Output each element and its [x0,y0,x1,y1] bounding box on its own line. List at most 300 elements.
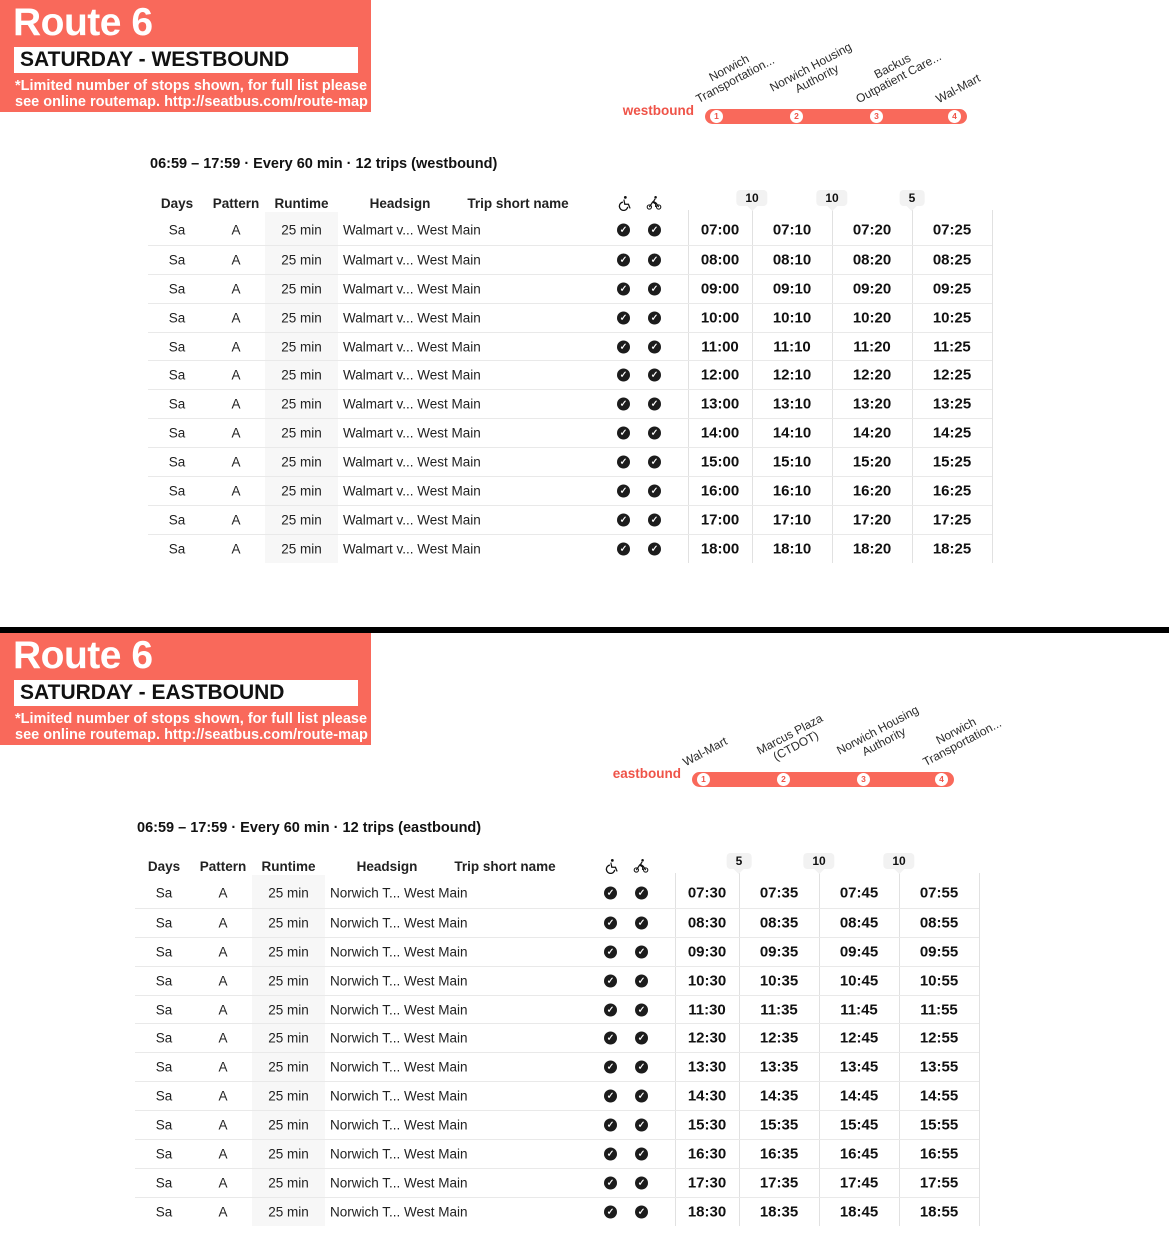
route-line-bar [705,109,967,124]
trip-row [148,274,992,303]
wheelchair-accessible-check-icon: ✓ [617,369,630,382]
trip-runtime: 25 min [268,885,309,901]
route-diagram [540,0,1100,130]
col-header-runtime: Runtime [274,196,329,211]
stop-time: 15:30 [687,1116,727,1134]
trip-row [135,1139,979,1168]
trip-days: Sa [168,396,186,412]
trip-runtime: 25 min [281,396,322,412]
bikes-allowed-check-icon: ✓ [648,369,661,382]
trip-pattern: A [231,425,241,441]
wheelchair-icon [602,858,619,877]
trip-runtime: 25 min [268,1146,309,1162]
trip-pattern: A [231,454,241,470]
trip-row [148,476,992,505]
route-header-banner [0,633,371,745]
stop-time: 16:45 [839,1145,879,1163]
trip-runtime: 25 min [281,252,322,268]
trip-days: Sa [168,541,186,557]
wheelchair-accessible-check-icon: ✓ [604,974,617,987]
trip-days: Sa [155,973,173,989]
stop-time: 10:45 [839,972,879,990]
trip-row [148,505,992,534]
trip-runtime: 25 min [268,1002,309,1017]
trip-headsign: Norwich T... West Main [330,1059,468,1075]
note-line-1: *Limited number of stops shown, for full list please [15,711,368,727]
trip-pattern: A [231,396,241,412]
bikes-allowed-check-icon: ✓ [635,1090,648,1103]
bikes-allowed-check-icon: ✓ [635,1119,648,1132]
stop-number-badge: 3 [870,110,883,123]
direction-label: westbound [622,103,694,118]
stop-name-label: Norwich Housing Authority [767,39,854,96]
stop-time: 07:30 [687,884,727,902]
stop-time: 18:00 [700,540,740,558]
table-header-row [148,196,992,214]
stop-time: 08:10 [772,251,812,269]
trip-pattern: A [218,973,228,989]
stop-name-label: Norwich Transportation... [693,51,777,106]
col-header-days: Days [160,196,194,211]
stop-time: 17:45 [839,1174,879,1192]
stop-time: 11:00 [701,338,739,355]
wheelchair-accessible-check-icon: ✓ [604,1119,617,1132]
wheelchair-accessible-check-icon: ✓ [604,1003,617,1016]
route-title: Route 6 [13,634,153,677]
trip-days: Sa [168,339,186,354]
trip-headsign: Norwich T... West Main [330,1002,468,1017]
trip-pattern: A [231,339,241,354]
bikes-allowed-check-icon: ✓ [635,1205,648,1218]
stop-time: 09:20 [852,280,892,298]
trip-row [148,447,992,476]
trip-days: Sa [168,367,186,383]
trip-row [148,303,992,332]
gap-minutes-badge: 10 [803,853,834,869]
trip-runtime: 25 min [268,1175,309,1191]
stop-time: 14:45 [839,1087,879,1105]
trip-headsign: Norwich T... West Main [330,944,468,960]
stop-time: 09:10 [772,280,812,298]
stop-time: 12:20 [852,366,892,384]
stop-time: 14:30 [687,1087,727,1105]
routemap-url-line: see online routemap. http://seatbus.com/route-map [15,94,368,110]
stop-name-label: Wal-Mart [680,734,730,769]
gap-minutes-badge: 5 [727,853,752,869]
trip-days: Sa [168,252,186,268]
trip-pattern: A [231,367,241,383]
trip-runtime: 25 min [268,973,309,989]
stop-time: 11:35 [760,1001,798,1018]
time-grid-line [979,873,980,1226]
trip-row [148,245,992,274]
trip-headsign: Walmart v... West Main [343,425,481,441]
trip-runtime: 25 min [268,915,309,931]
wheelchair-accessible-check-icon: ✓ [604,1205,617,1218]
wheelchair-accessible-check-icon: ✓ [617,311,630,324]
wheelchair-accessible-check-icon: ✓ [617,456,630,469]
stop-time: 13:35 [759,1058,799,1076]
route-diagram [527,663,1087,793]
trip-headsign: Walmart v... West Main [343,454,481,470]
wheelchair-accessible-check-icon: ✓ [617,340,630,353]
stop-name-label: Norwich Transportation... [920,714,1004,769]
stop-name-label: Norwich Housing Authority [834,702,921,759]
col-header-pattern: Pattern [212,196,260,211]
stop-name-label: Backus Outpatient Care... [853,49,944,106]
bikes-allowed-check-icon: ✓ [635,1061,648,1074]
stop-time: 16:30 [687,1145,727,1163]
col-header-trip-short-name: Trip short name [454,859,556,874]
trip-runtime: 25 min [268,1059,309,1075]
col-header-headsign: Headsign [369,196,431,211]
trip-pattern: A [231,310,241,326]
service-day-direction: SATURDAY - EASTBOUND [14,680,358,706]
route-title: Route 6 [13,1,153,44]
stop-time: 11:45 [840,1001,878,1018]
trip-rows [148,216,992,563]
time-grid-line [992,210,993,563]
stop-time: 17:55 [919,1174,959,1192]
trip-days: Sa [168,222,186,238]
stop-time: 12:10 [772,366,812,384]
trip-row [135,908,979,937]
gap-minutes-badge: 10 [816,190,847,206]
trip-headsign: Walmart v... West Main [343,396,481,412]
stop-time: 18:55 [919,1203,959,1221]
wheelchair-accessible-check-icon: ✓ [617,513,630,526]
trip-runtime: 25 min [281,339,322,354]
trip-pattern: A [231,252,241,268]
stop-time: 15:25 [932,453,972,471]
trip-days: Sa [168,310,186,326]
wheelchair-accessible-check-icon: ✓ [604,1061,617,1074]
trip-pattern: A [231,541,241,557]
trip-pattern: A [231,483,241,499]
stop-time: 07:55 [919,884,959,902]
trip-row [135,1023,979,1052]
stop-time: 11:55 [920,1001,958,1018]
stop-time: 15:35 [759,1116,799,1134]
limited-stops-note [15,711,368,743]
stop-number-badge: 3 [857,773,870,786]
stop-time: 07:25 [932,221,972,239]
trip-headsign: Walmart v... West Main [343,541,481,557]
trip-headsign: Norwich T... West Main [330,1030,468,1046]
trip-runtime: 25 min [281,425,322,441]
wheelchair-accessible-check-icon: ✓ [604,1176,617,1189]
trip-runtime: 25 min [268,1030,309,1046]
trip-days: Sa [155,1117,173,1133]
stop-time: 08:25 [932,251,972,269]
trip-headsign: Norwich T... West Main [330,973,468,989]
trip-runtime: 25 min [268,1088,309,1104]
gap-minutes-badge: 10 [736,190,767,206]
trip-row [148,216,992,245]
trip-row [148,389,992,418]
stop-time: 10:55 [919,972,959,990]
stop-number-badge: 1 [710,110,723,123]
bikes-allowed-check-icon: ✓ [635,1147,648,1160]
wheelchair-accessible-check-icon: ✓ [617,224,630,237]
trip-days: Sa [168,281,186,297]
wheelchair-accessible-check-icon: ✓ [604,1147,617,1160]
stop-time: 18:25 [932,540,972,558]
stop-name-label: Wal-Mart [933,71,983,106]
schedule-table [148,190,992,570]
bikes-allowed-check-icon: ✓ [648,456,661,469]
stop-time: 17:10 [772,511,812,529]
bikes-allowed-check-icon: ✓ [635,1032,648,1045]
trip-days: Sa [168,512,186,528]
stop-time: 07:45 [839,884,879,902]
bikes-allowed-check-icon: ✓ [635,1003,648,1016]
stop-time: 17:25 [932,511,972,529]
trip-runtime: 25 min [281,222,322,238]
trip-runtime: 25 min [281,541,322,557]
section-eastbound [0,633,1169,1259]
trip-days: Sa [155,1030,173,1046]
stop-time: 09:35 [759,943,799,961]
bikes-allowed-check-icon: ✓ [635,974,648,987]
bikes-allowed-check-icon: ✓ [648,253,661,266]
bikes-allowed-check-icon: ✓ [635,945,648,958]
stop-time: 14:10 [772,424,812,442]
stop-name-label: Marcus Plaza (CTDOT) [754,711,826,764]
trip-runtime: 25 min [281,454,322,470]
trip-runtime: 25 min [281,367,322,383]
col-header-days: Days [147,859,181,874]
trip-headsign: Norwich T... West Main [330,1117,468,1133]
trip-headsign: Walmart v... West Main [343,339,481,354]
stop-time: 12:25 [932,366,972,384]
trip-runtime: 25 min [281,512,322,528]
trip-headsign: Norwich T... West Main [330,885,468,901]
stop-time: 09:25 [932,280,972,298]
stop-time: 09:45 [839,943,879,961]
stop-time: 16:55 [919,1145,959,1163]
trip-pattern: A [218,1002,228,1017]
stop-number-badge: 4 [935,773,948,786]
stop-number-badge: 4 [948,110,961,123]
stop-number-badge: 2 [790,110,803,123]
wheelchair-accessible-check-icon: ✓ [604,887,617,900]
trip-pattern: A [218,885,228,901]
stop-time: 15:10 [772,453,812,471]
table-header-row [135,859,979,877]
trip-row [148,418,992,447]
trip-row [135,1052,979,1081]
stop-time: 15:00 [700,453,740,471]
stop-time: 13:55 [919,1058,959,1076]
stop-time: 18:35 [759,1203,799,1221]
stop-time: 10:20 [852,309,892,327]
stop-time: 12:55 [919,1029,959,1047]
stop-number-badge: 2 [777,773,790,786]
trip-days: Sa [155,915,173,931]
stop-time: 09:00 [700,280,740,298]
stop-time: 11:30 [688,1001,726,1018]
route-header-banner [0,0,371,112]
stop-time: 10:10 [772,309,812,327]
stop-time: 17:35 [759,1174,799,1192]
stop-time: 08:30 [687,914,727,932]
stop-time: 16:10 [772,482,812,500]
stop-time: 18:45 [839,1203,879,1221]
trip-headsign: Walmart v... West Main [343,281,481,297]
stop-number-badge: 1 [697,773,710,786]
trip-headsign: Norwich T... West Main [330,915,468,931]
trip-runtime: 25 min [281,281,322,297]
trip-days: Sa [155,944,173,960]
stop-time: 07:20 [852,221,892,239]
stop-time: 18:30 [687,1203,727,1221]
stop-time: 16:35 [759,1145,799,1163]
stop-time: 08:45 [839,914,879,932]
trip-days: Sa [155,1204,173,1220]
section-westbound [0,0,1169,627]
trip-pattern: A [231,222,241,238]
trip-headsign: Norwich T... West Main [330,1204,468,1220]
trip-pattern: A [218,1059,228,1075]
trip-pattern: A [218,1175,228,1191]
trip-headsign: Norwich T... West Main [330,1088,468,1104]
bikes-allowed-check-icon: ✓ [648,311,661,324]
stop-time: 08:00 [700,251,740,269]
schedule-summary: 06:59 – 17:59 · Every 60 min · 12 trips (westbound) [150,156,498,172]
trip-runtime: 25 min [281,310,322,326]
bikes-allowed-check-icon: ✓ [635,1176,648,1189]
trip-runtime: 25 min [268,944,309,960]
wheelchair-accessible-check-icon: ✓ [617,484,630,497]
stop-time: 10:25 [932,309,972,327]
trip-row [135,1081,979,1110]
stop-time: 14:55 [919,1087,959,1105]
trip-headsign: Norwich T... West Main [330,1146,468,1162]
stop-time: 07:35 [759,884,799,902]
stop-time: 14:00 [700,424,740,442]
stop-time: 18:20 [852,540,892,558]
direction-label: eastbound [612,766,681,781]
col-header-pattern: Pattern [199,859,247,874]
trip-headsign: Walmart v... West Main [343,512,481,528]
stop-time: 12:35 [759,1029,799,1047]
stop-time: 16:20 [852,482,892,500]
routemap-url-line: see online routemap. http://seatbus.com/route-map [15,727,368,743]
bikes-allowed-check-icon: ✓ [635,916,648,929]
trip-row [135,995,979,1024]
trip-pattern: A [218,1030,228,1046]
trip-headsign: Walmart v... West Main [343,367,481,383]
trip-runtime: 25 min [268,1204,309,1220]
trip-headsign: Walmart v... West Main [343,310,481,326]
bike-icon [645,195,662,214]
trip-pattern: A [218,1117,228,1133]
col-header-trip-short-name: Trip short name [467,196,569,211]
trip-pattern: A [231,512,241,528]
trip-row [135,1197,979,1226]
stop-time: 11:25 [933,338,971,355]
stop-time: 10:00 [700,309,740,327]
trip-pattern: A [218,915,228,931]
stop-time: 08:35 [759,914,799,932]
stop-time: 17:30 [687,1174,727,1192]
schedule-summary: 06:59 – 17:59 · Every 60 min · 12 trips (eastbound) [137,820,482,836]
bikes-allowed-check-icon: ✓ [648,224,661,237]
trip-headsign: Walmart v... West Main [343,483,481,499]
stop-time: 14:20 [852,424,892,442]
bike-icon [632,858,649,877]
limited-stops-note [15,78,368,110]
stop-time: 10:35 [759,972,799,990]
bikes-allowed-check-icon: ✓ [648,282,661,295]
trip-rows [135,879,979,1226]
gap-minutes-badge: 5 [900,190,925,206]
stop-time: 13:45 [839,1058,879,1076]
stop-time: 11:20 [853,338,891,355]
trip-days: Sa [155,1002,173,1017]
stop-time: 13:10 [772,395,812,413]
wheelchair-accessible-check-icon: ✓ [604,916,617,929]
trip-runtime: 25 min [281,483,322,499]
bikes-allowed-check-icon: ✓ [648,340,661,353]
bikes-allowed-check-icon: ✓ [648,427,661,440]
stop-time: 09:30 [687,943,727,961]
trip-row [135,1168,979,1197]
trip-row [135,1110,979,1139]
trip-row [135,966,979,995]
trip-pattern: A [218,1088,228,1104]
stop-time: 13:20 [852,395,892,413]
trip-headsign: Norwich T... West Main [330,1175,468,1191]
trip-row [148,534,992,563]
trip-days: Sa [168,425,186,441]
stop-time: 09:55 [919,943,959,961]
stop-time: 10:30 [687,972,727,990]
trip-pattern: A [218,1146,228,1162]
wheelchair-accessible-check-icon: ✓ [617,542,630,555]
stop-time: 14:25 [932,424,972,442]
stop-time: 15:45 [839,1116,879,1134]
stop-time: 07:10 [772,221,812,239]
wheelchair-accessible-check-icon: ✓ [604,1090,617,1103]
stop-time: 17:20 [852,511,892,529]
trip-days: Sa [155,1088,173,1104]
col-header-headsign: Headsign [356,859,418,874]
trip-days: Sa [168,483,186,499]
trip-days: Sa [155,1175,173,1191]
trip-row [135,879,979,908]
stop-time: 14:35 [759,1087,799,1105]
schedule-table [135,853,979,1233]
bikes-allowed-check-icon: ✓ [648,513,661,526]
bikes-allowed-check-icon: ✓ [648,398,661,411]
wheelchair-icon [615,195,632,214]
trip-pattern: A [218,1204,228,1220]
stop-time: 13:30 [687,1058,727,1076]
trip-row [148,360,992,389]
gap-minutes-badge: 10 [883,853,914,869]
trip-days: Sa [168,454,186,470]
stop-time: 17:00 [700,511,740,529]
stop-time: 13:00 [700,395,740,413]
stop-time: 12:45 [839,1029,879,1047]
wheelchair-accessible-check-icon: ✓ [617,253,630,266]
trip-days: Sa [155,1146,173,1162]
bikes-allowed-check-icon: ✓ [648,542,661,555]
trip-pattern: A [231,281,241,297]
stop-time: 07:00 [700,221,740,239]
